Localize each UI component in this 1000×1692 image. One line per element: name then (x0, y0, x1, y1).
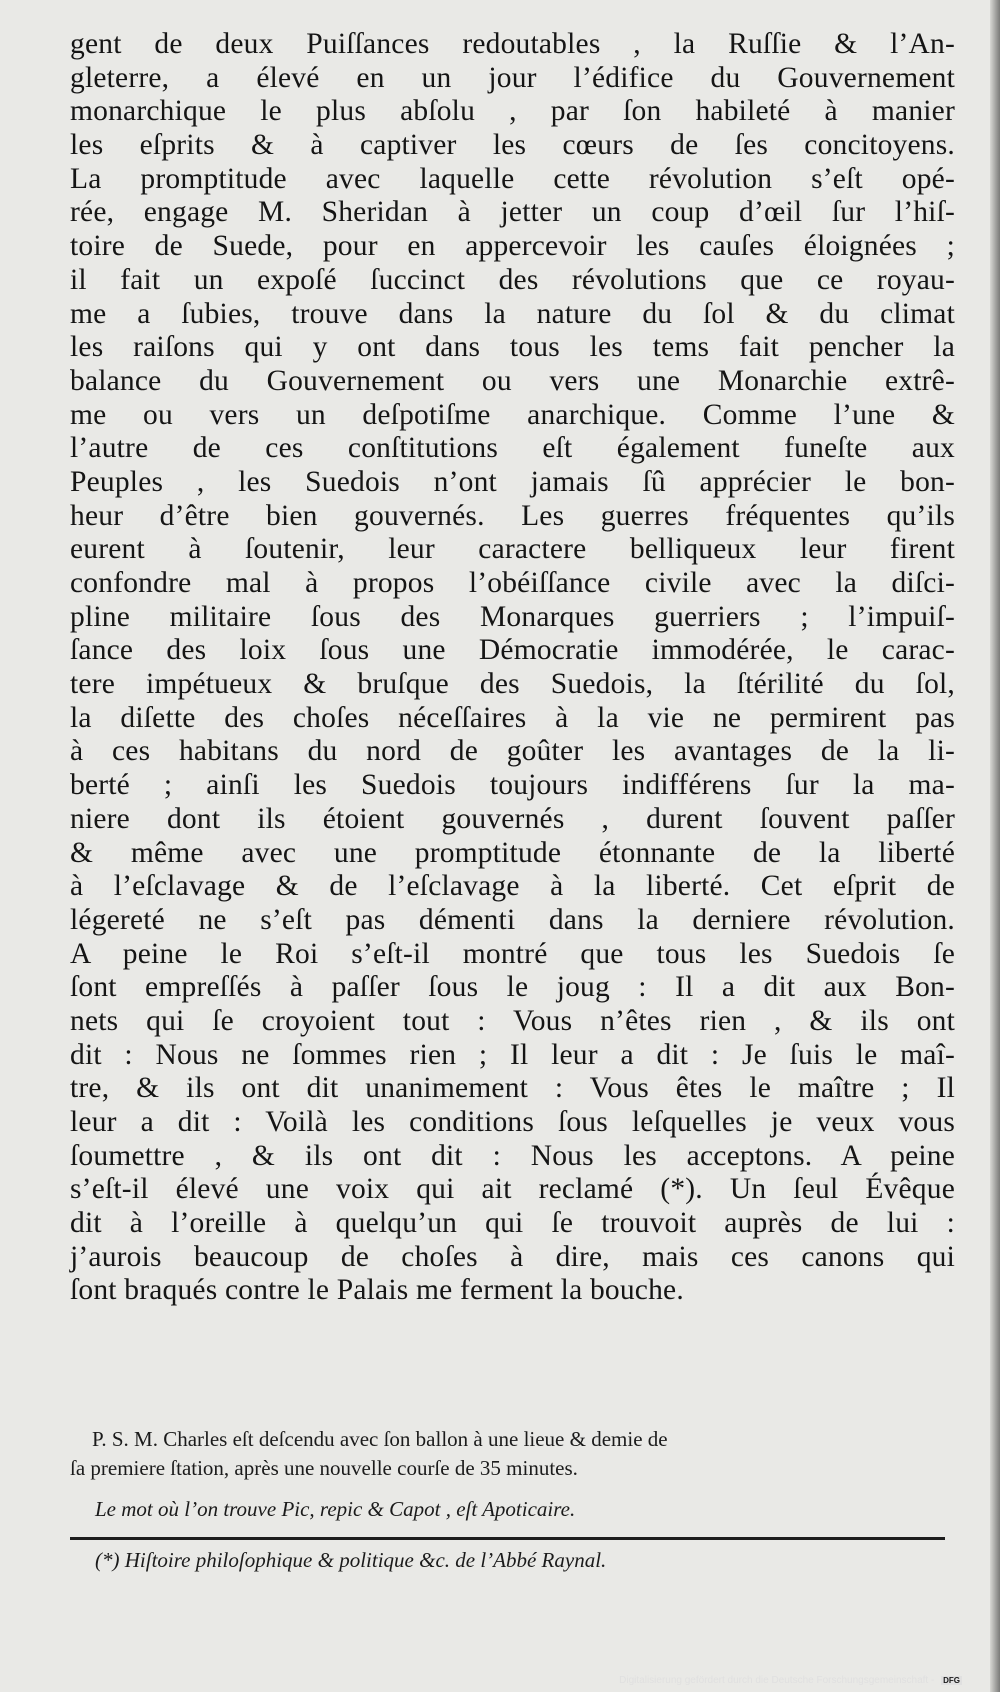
article-line: à ces habitans du nord de goûter les avantages de la li- (70, 735, 955, 768)
article-line: gleterre, a élevé en un jour l’édifice du Gouvernement (70, 61, 955, 94)
article-line: La promptitude avec laquelle cette révolution s’eſt opé- (70, 162, 955, 195)
postscript-line: ſa premiere ſtation, après une nouvelle courſe de 35 minutes. (70, 1456, 578, 1480)
article-line: confondre mal à propos l’obéiſſance civile avec la diſci- (70, 567, 955, 599)
article-line: Peuples , les Suedois n’ont jamais ſû apprécier le bon- (70, 465, 955, 498)
article-line: berté ; ainſi les Suedois toujours indifférens ſur la ma- (70, 769, 955, 802)
article-line: A peine le Roi s’eſt-il montré que tous les Suedois ſe (70, 937, 955, 970)
credit-text: Digitalisierung gefördert durch die Deutsche Forschungsgemeinschaft - (619, 1675, 935, 1686)
article-line: gent de deux Puiſſances redoutables , la Ruſſie & l’An- (70, 28, 955, 60)
article-line: dit : Nous ne ſommes rien ; Il leur a dit : Je ſuis le maî- (70, 1038, 955, 1071)
riddle-answer: Le mot où l’on trouve Pic, repic & Capot , eſt Apoticaire. (95, 1497, 576, 1521)
article-line: eurent à ſoutenir, leur caractere belliqueux leur firent (70, 533, 955, 566)
article-line: dit à l’oreille à quelqu’un qui ſe trouvoit auprès de lui : (70, 1207, 955, 1240)
article-line: légereté ne s’eſt pas démenti dans la derniere révolution. (70, 903, 955, 936)
article-line: s’eſt-il élevé une voix qui ait reclamé (*). Un ſeul Évêque (70, 1173, 955, 1206)
article-line: tere impétueux & bruſque des Suedois, la ſtérilité du ſol, (70, 668, 955, 701)
article-line: nets qui ſe croyoient tout : Vous n’êtes rien , & ils ont (70, 1004, 955, 1037)
article-line: tre, & ils ont dit unanimement : Vous êtes le maître ; Il (70, 1072, 955, 1105)
page-edge-shadow (990, 0, 1000, 1692)
article-line: j’aurois beaucoup de choſes à dire, mais ces canons qui (70, 1240, 955, 1273)
postscript-line: P. S. M. Charles eſt deſcendu avec ſon ballon à une lieue & demie de (92, 1427, 668, 1451)
article-line: ſoumettre , & ils ont dit : Nous les acceptons. A peine (70, 1139, 955, 1172)
article-line: ſont braqués contre le Palais me ferment la bouche. (70, 1274, 684, 1307)
article-line: les raiſons qui y ont dans tous les tems fait pencher la (70, 331, 955, 364)
article-line: ſance des loix ſous une Démocratie immodérée, le carac- (70, 634, 955, 667)
dfg-logo: DFG (943, 1675, 960, 1685)
article-line: à l’eſclavage & de l’eſclavage à la liberté. Cet eſprit de (70, 870, 955, 903)
article-line: pline militaire ſous des Monarques guerriers ; l’impuiſ- (70, 600, 955, 633)
article-line: toire de Suede, pour en appercevoir les cauſes éloignées ; (70, 230, 955, 263)
postscript (70, 1425, 960, 1483)
footnote: (*) Hiſtoire philoſophique & politique &c. de l’Abbé Raynal. (95, 1548, 607, 1572)
article-line: rée, engage M. Sheridan à jetter un coup d’œil ſur l’hiſ- (70, 196, 955, 229)
article-line: me a ſubies, trouve dans la nature du ſol & du climat (70, 297, 955, 330)
article-line: la diſette des choſes néceſſaires à la vie ne permirent pas (70, 701, 955, 734)
article-line: les eſprits & à captiver les cœurs de ſes concitoyens. (70, 129, 955, 162)
article-line: heur d’être bien gouvernés. Les guerres fréquentes qu’ils (70, 499, 955, 532)
article-line: il fait un expoſé ſuccinct des révolutions que ce royau- (70, 263, 955, 296)
article-line: leur a dit : Voilà les conditions ſous leſquelles je veux vous (70, 1106, 955, 1138)
article-body (70, 28, 955, 1308)
article-line: balance du Gouvernement ou vers une Monarchie extrê- (70, 364, 955, 397)
footnote-rule (70, 1537, 945, 1540)
article-line: me ou vers un deſpotiſme anarchique. Comme l’une & (70, 398, 955, 431)
article-line: ſont empreſſés à paſſer ſous le joug : Il a dit aux Bon- (70, 971, 955, 1004)
article-line: monarchique le plus abſolu , par ſon habileté à manier (70, 95, 955, 128)
article-line: niere dont ils étoient gouvernés , durent ſouvent paſſer (70, 802, 955, 835)
digitization-credit (619, 1675, 962, 1686)
article-line: l’autre de ces conſtitutions eſt également funeſte aux (70, 432, 955, 465)
article-line: & même avec une promptitude étonnante de la liberté (70, 836, 955, 869)
